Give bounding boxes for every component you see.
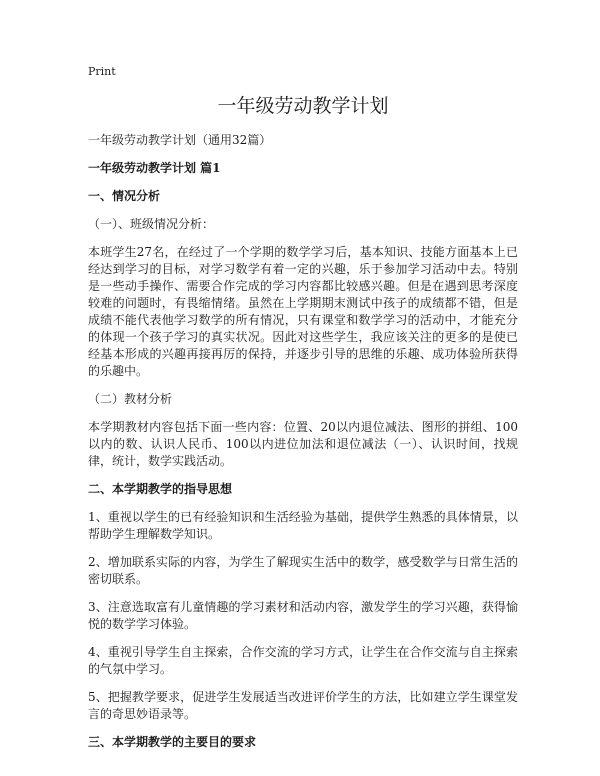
analysis-heading: 一、情况分析 [88, 189, 161, 203]
material-analysis-heading: （二）教材分析 [88, 392, 173, 406]
print-link[interactable]: Print [88, 65, 116, 78]
class-analysis-heading: （一）、班级情况分析： [88, 217, 215, 231]
requirements-heading: 三、本学期教学的主要目的要求 [88, 735, 257, 749]
document-page [88, 64, 518, 762]
article-section-title: 一年级劳动教学计划 篇1 [88, 161, 221, 175]
guiding-item: 1、重视以学生的已有经验知识和生活经验为基础，提供学生熟悉的具体情景，以帮助学生理解数学知识。 [88, 510, 518, 541]
guiding-item: 4、重视引导学生自主探索，合作交流的学习方式，让学生在合作交流与自主探索的气氛中学习。 [88, 645, 518, 676]
guiding-item: 3、注意选取富有儿童情趣的学习素材和活动内容，激发学生的学习兴趣，获得愉悦的数学学习体验。 [88, 600, 518, 631]
material-analysis-paragraph: 本学期教材内容包括下面一些内容：位置、20以内退位减法、图形的拼组、100以内的数、认识人民币、100以内进位加法和退位减法（一）、认识时间，找规律，统计，数学实践活动。 [88, 420, 518, 468]
class-analysis-paragraph: 本班学生27名，在经过了一个学期的数学学习后，基本知识、技能方面基本上已经达到学习的目标，对学习数学有着一定的兴趣，乐于参加学习活动中去。特别是一些动手操作、需要合作完成的学习内容都比较感兴趣。但是在遇到思考深度较难的问题时，有畏缩情绪。虽然在上学期期末测试中孩子的成绩都不错，但是成绩不能代表他学习数学的所有情况，只有课堂和数学学习的活动中，才能充分的体现一个孩子学习的真实状况。因此对这些学生，我应该关注的更多的是使已经基本形成的兴趣再接再厉的保持，并逐步引导的思维的乐趣、成功体验所获得的乐趣中。 [88, 245, 518, 378]
guiding-item: 2、增加联系实际的内容，为学生了解现实生活中的数学，感受数学与日常生活的密切联系。 [88, 555, 518, 586]
guiding-heading: 二、本学期教学的指导思想 [88, 482, 233, 496]
guiding-item: 5、把握教学要求，促进学生发展适当改进评价学生的方法，比如建立学生课堂发言的奇思妙语录等。 [88, 690, 518, 721]
document-subtitle: 一年级劳动教学计划（通用32篇） [88, 133, 272, 147]
document-title: 一年级劳动教学计划 [217, 95, 389, 117]
